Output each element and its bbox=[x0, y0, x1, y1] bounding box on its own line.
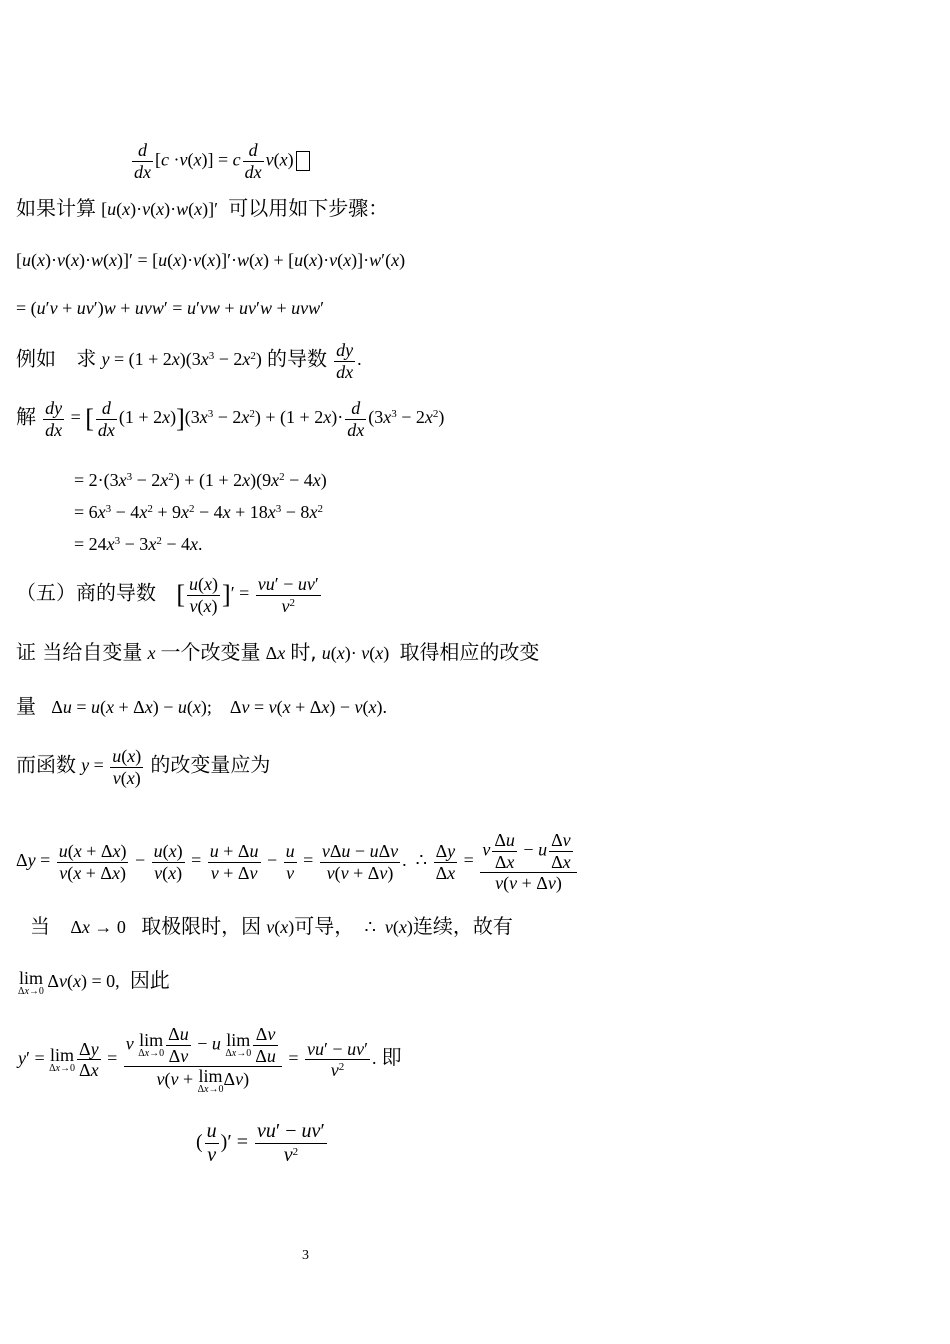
solution-step-2: = $6x^3 - 4x^2 + 9x^2 - 4x + 18x^3 - 8x^2$ bbox=[74, 502, 323, 522]
solution-line: 解 $\frac{dy}{dx}$ = [ $\frac{d}{dx}$ $(1 + 2x)](3x^3 - 2x^2) + (1 + 2x)\cdot$ $\frac{d}{dx}$ $(3x^3 - 2x^2)$ bbox=[16, 398, 445, 440]
solution-step-3: = $24x^3 - 3x^2 - 4x$. bbox=[74, 534, 203, 554]
eq-delta-y: Δy = $\frac{u(x + \Delta x)}{v(x + \Delta x)}$ − $\frac{u(x)}{v(x)}$ = $\frac{u + \Delta u}{v + \Delta v}$ − $\frac{u}{v}$ = $\frac{\text{vΔu − uΔv}}{v(v + \Delta v)}$ . ∴ $\frac{\Delta y}{\Delta x}$ = v $\frac{\Delta u}{\Delta x}$ − u $\frac{\Delta v}{\Delta x}$ v(v + Δv) bbox=[16, 830, 579, 894]
solution-step-1: = $2\cdot(3x^3 - 2x^2) + (1 + 2x)(9x^2 - 4x)$ bbox=[74, 470, 327, 490]
text-if-compute: 如果计算 [u(x)·v(x)·w(x)]′ 可以用如下步骤： bbox=[16, 196, 389, 220]
function-change-line: 而函数 y = $\frac{u(x)}{v(x)}$ 的改变量应为 bbox=[16, 746, 271, 788]
limit-zero-line: lim Δx→0 Δv(x) = 0, 因此 bbox=[18, 967, 170, 997]
placeholder-box bbox=[296, 151, 310, 171]
proof-line-2: 量 Δu = u(x + Δx) − u(x); Δv = v(x + Δx) − v(x). bbox=[16, 694, 388, 718]
eq-product-three-expanded: = (u′v + uv′)w + uvw′ = u′vw + uv′w + uvw′ bbox=[16, 298, 325, 318]
eq-product-three: [u(x)·v(x)·w(x)]′ = [u(x)·v(x)]′·w(x) + [u(x)·v(x)]·w′(x) bbox=[16, 250, 406, 270]
eq-quotient-rule: ( $\frac{u}{v}$ )′ = $\frac{vu' - uv'}{v^2}$ bbox=[196, 1120, 325, 1166]
limit-line: 当 Δx → 0 取极限时，因 v(x)可导， ∴ v(x)连续，故有 bbox=[30, 914, 513, 938]
proof-line: 证 当给自变量 x 一个改变量 Δx 时, u(x)· v(x) 取得相应的改变 bbox=[16, 640, 540, 664]
example-line: 例如 求 $y = (1 + 2x)(3x^3 - 2x^2)$ 的导数 $\frac{dy}{dx}$ . bbox=[16, 340, 362, 382]
eq-constant-multiple: $\frac{d}{dx}$ [c ·v(x)] = c $\frac{d}{dx}$ v(x) bbox=[130, 140, 310, 182]
eq-derivative-limit: y′ = lim Δx→0 $\frac{\Delta y}{\Delta x}$ = v lim Δx→0 $\frac{\Delta u}{\Delta v}$ − u lim Δx→0 $\frac{\Delta v}{\Delta u}$ v(v + lim Δx→0 Δv) = $\frac{vu' - uv'}{v^2}$ . 即 bbox=[18, 1024, 402, 1096]
section-quotient-derivative: （五）商的导数 [ $\frac{u(x)}{v(x)}$ ]′ = $\frac{vu' - uv'}{v^2}$ bbox=[16, 574, 319, 616]
page-number: 3 bbox=[302, 1248, 309, 1263]
